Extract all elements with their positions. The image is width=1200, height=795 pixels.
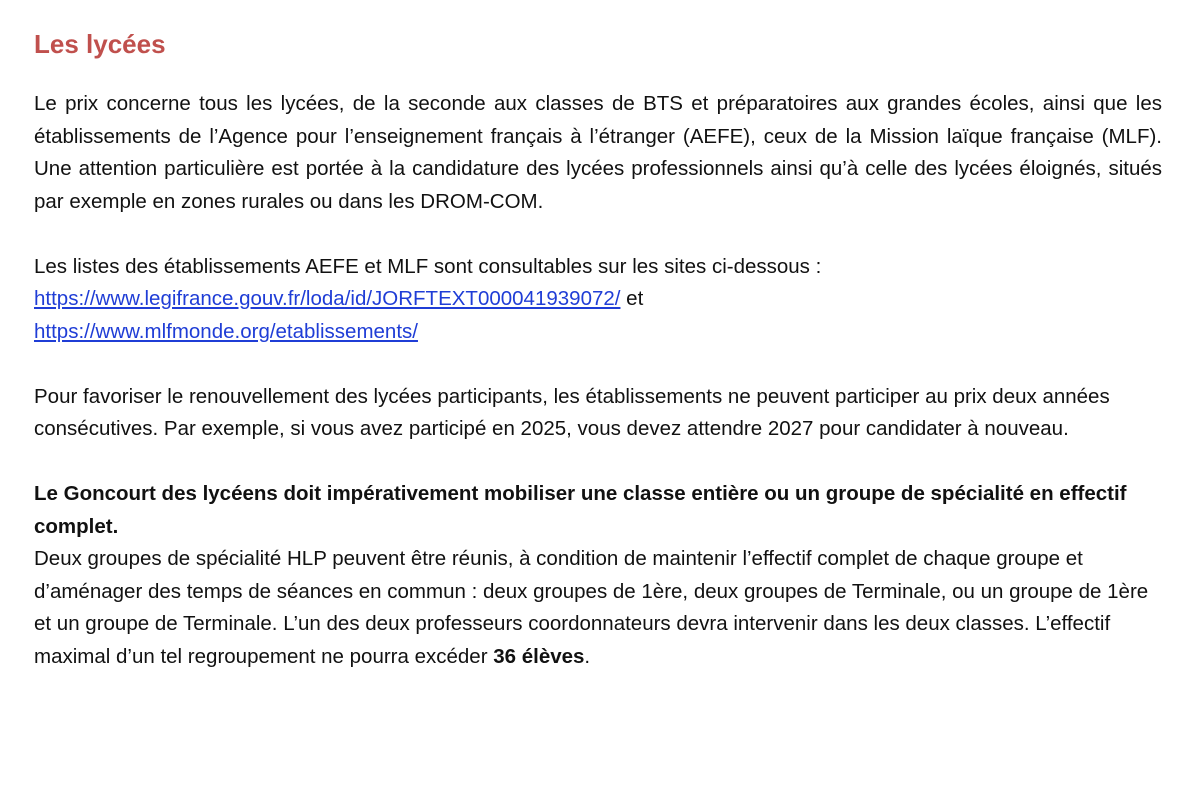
mlfmonde-link[interactable]: https://www.mlfmonde.org/etablissements/ xyxy=(34,319,418,343)
paragraph-hlp-groups xyxy=(34,543,1162,673)
legifrance-link[interactable]: https://www.legifrance.gouv.fr/loda/id/JORFTEXT000041939072/ xyxy=(34,287,621,310)
paragraph-lists xyxy=(34,251,1162,349)
paragraph-scope: Le prix concerne tous les lycées, de la seconde aux classes de BTS et préparatoires aux grandes écoles, ainsi que les établissements de l’Agence pour l’enseignement français à l’étranger (AEFE), ceux de la Mission laïque française (MLF). Une attention particulière est portée à la candidature des lycées professionnels ainsi qu’à celle des lycées éloignés, situés par exemple en zones rurales ou dans les DROM-COM. xyxy=(34,92,1162,213)
hlp-groups-text: Deux groupes de spécialité HLP peuvent être réunis, à condition de maintenir l’effectif complet de chaque groupe et d’aménager des temps de séances en commun : deux groupes de 1ère, deux groupes de Terminale, ou un groupe de 1ère et un groupe de Terminale. L’un des deux professeurs coordonnateurs devra intervenir dans les deux classes. L’effectif maximal d’un tel regroupement ne pourra excéder xyxy=(34,547,1149,668)
document-page xyxy=(34,26,1162,673)
section-title: Les lycées xyxy=(34,29,166,59)
lists-intro-text: Les listes des établissements AEFE et MLF sont consultables sur les sites ci-dessous : xyxy=(34,254,822,278)
connector-text: et xyxy=(620,287,644,310)
paragraph-renewal: Pour favoriser le renouvellement des lycées participants, les établissements ne peuvent participer au prix deux années consécutives. Par exemple, si vous avez participé en 2025, vous devez attendre 2027 pour candidater à nouveau. xyxy=(34,384,1110,440)
hlp-groups-end: . xyxy=(584,644,591,668)
max-students-value: 36 élèves xyxy=(493,644,585,668)
paragraph-requirement: Le Goncourt des lycéens doit impérativement mobiliser une classe entière ou un groupe de spécialité en effectif complet. xyxy=(34,482,1127,538)
